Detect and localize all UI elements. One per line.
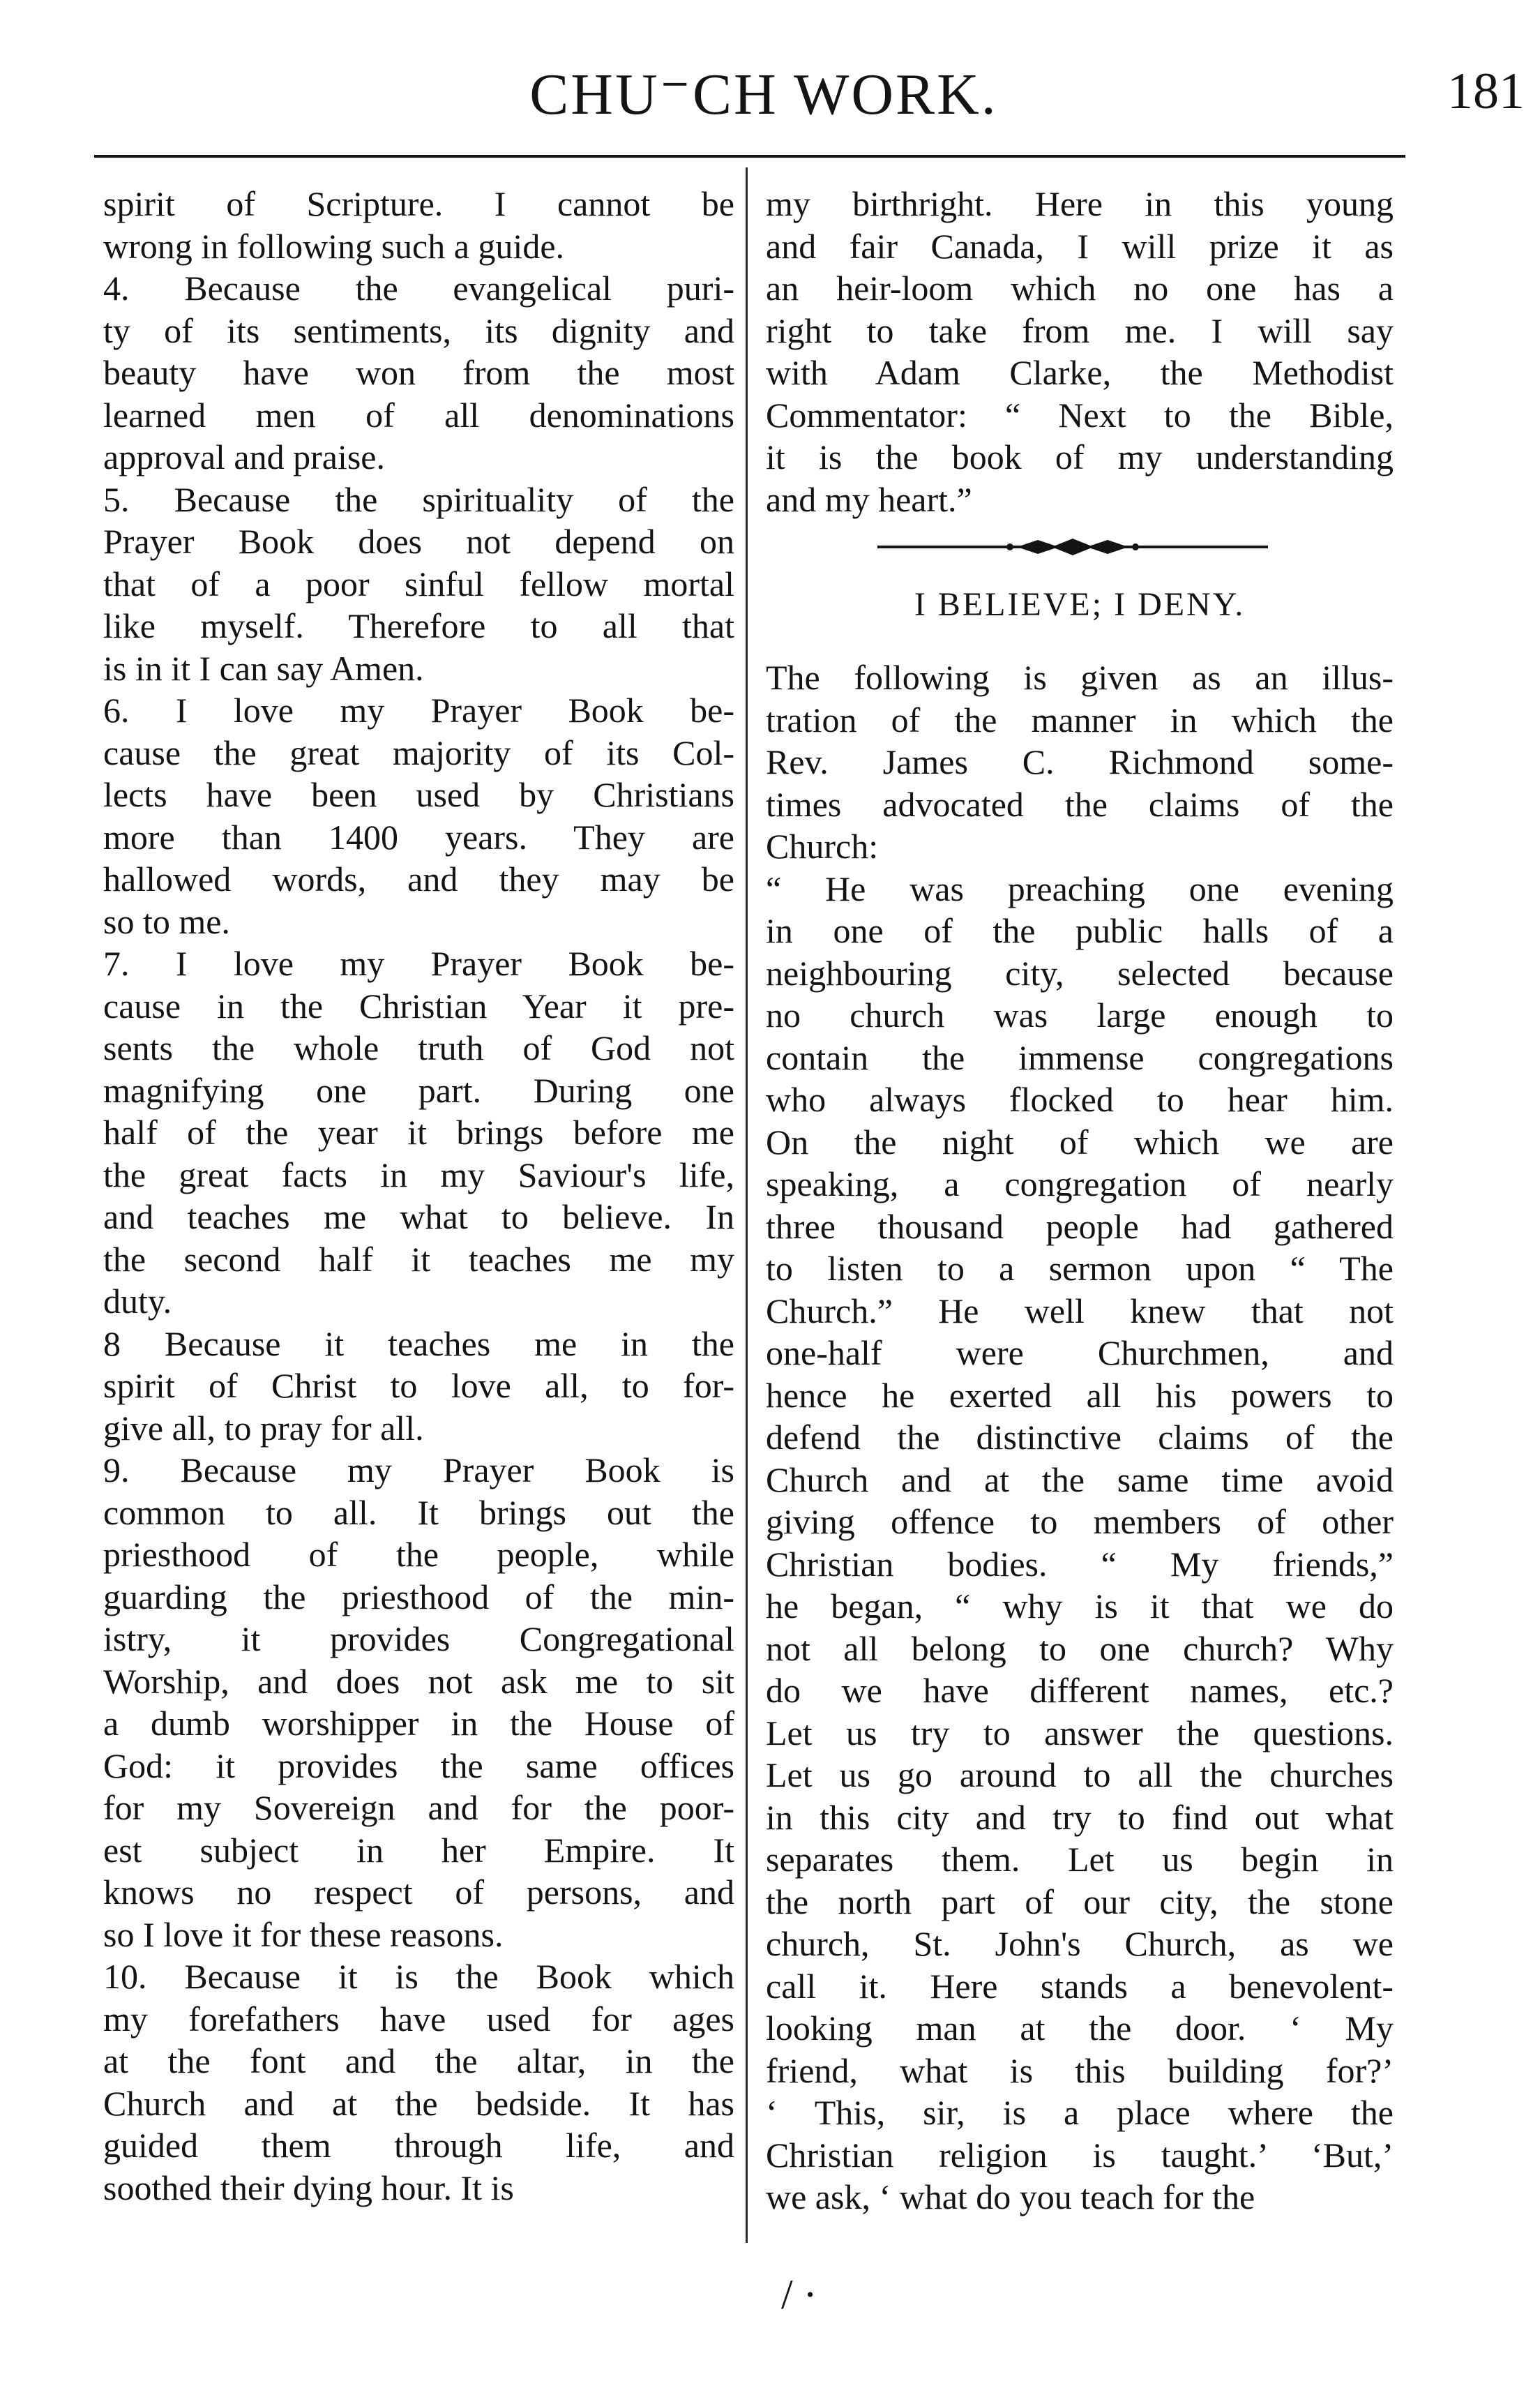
text-line: Christian religion is taught.’ ‘But,’	[766, 2135, 1394, 2175]
text-line: lects have been used by Christians	[103, 775, 734, 814]
text-line: half of the year it brings before me	[103, 1113, 734, 1152]
text-line: and fair Canada, I will prize it as	[766, 226, 1394, 266]
text-line: call it. Here stands a benevolent-	[766, 1966, 1394, 2006]
text-line: in one of the public halls of a	[766, 911, 1394, 950]
right-body-text	[766, 656, 1394, 2218]
text-line: church, St. John's Church, as we	[766, 1924, 1394, 1963]
text-line: 6. I love my Prayer Book be-	[103, 691, 734, 730]
page-header	[0, 59, 1540, 136]
text-line: more than 1400 years. They are	[103, 817, 734, 857]
text-line: in this city and try to find out what	[766, 1797, 1394, 1837]
text-line: so to me.	[103, 901, 230, 941]
text-line: tration of the manner in which the	[766, 700, 1394, 739]
text-line: soothed their dying hour. It is	[103, 2168, 514, 2207]
text-line: Commentator: “ Next to the Bible,	[766, 395, 1394, 435]
column-divider	[746, 167, 748, 2243]
text-line: guided them through life, and	[103, 2126, 734, 2165]
text-line: no church was large enough to	[766, 996, 1394, 1035]
text-line: give all, to pray for all.	[103, 1408, 424, 1448]
text-line: to listen to a sermon upon “ The	[766, 1249, 1394, 1288]
text-line: looking man at the door. ‘ My	[766, 2009, 1394, 2048]
text-line: cause the great majority of its Col-	[103, 733, 734, 772]
text-line: my birthright. Here in this young	[766, 184, 1394, 223]
text-line: Prayer Book does not depend on	[103, 522, 734, 561]
text-line: times advocated the claims of the	[766, 784, 1394, 824]
text-line: spirit of Scripture. I cannot be	[103, 184, 734, 223]
text-line: Let us try to answer the questions.	[766, 1713, 1394, 1752]
text-line: the north part of our city, the stone	[766, 1882, 1394, 1921]
text-line: not all belong to one church? Why	[766, 1628, 1394, 1668]
text-line: and teaches me what to believe. In	[103, 1197, 734, 1236]
running-title: CHU⁻CH WORK.	[529, 62, 998, 127]
text-line: 5. Because the spirituality of the	[103, 479, 734, 519]
text-line: est subject in her Empire. It	[103, 1830, 734, 1870]
right-intro-paragraph	[766, 183, 1394, 520]
text-line: an heir-loom which no one has a	[766, 269, 1394, 308]
text-line: beauty have won from the most	[103, 353, 734, 392]
text-line: approval and praise.	[103, 437, 386, 476]
text-line: separates them. Let us begin in	[766, 1840, 1394, 1879]
text-line: magnifying one part. During one	[103, 1070, 734, 1110]
text-line: God: it provides the same offices	[103, 1745, 734, 1785]
text-line: we ask, ‘ what do you teach for the	[766, 2177, 1255, 2216]
footer-mark: / ·	[781, 2272, 817, 2318]
text-line: 10. Because it is the Book which	[103, 1957, 734, 1996]
text-line: 4. Because the evangelical puri-	[103, 269, 734, 308]
text-line: defend the distinctive claims of the	[766, 1418, 1394, 1457]
text-line: spirit of Christ to love all, to for-	[103, 1366, 734, 1405]
text-line: guarding the priesthood of the min-	[103, 1577, 734, 1616]
text-line: friend, what is this building for?’	[766, 2050, 1394, 2090]
text-line: contain the immense congregations	[766, 1037, 1394, 1077]
text-line: Rev. James C. Richmond some-	[766, 742, 1394, 781]
text-line: so I love it for these reasons.	[103, 1914, 504, 1954]
text-line: duty.	[103, 1282, 172, 1321]
text-line: Church.” He well knew that not	[766, 1291, 1394, 1330]
page-number: 181	[1447, 63, 1525, 120]
text-line: neighbouring city, selected because	[766, 953, 1394, 993]
text-line: hallowed words, and they may be	[103, 859, 734, 899]
text-line: my forefathers have used for ages	[103, 1999, 734, 2039]
section-title: I BELIEVE; I DENY.	[914, 586, 1246, 623]
text-line: for my Sovereign and for the poor-	[103, 1788, 734, 1827]
text-line: learned men of all denominations	[103, 395, 734, 435]
text-line: the second half it teaches me my	[103, 1239, 734, 1279]
text-line: Christian bodies. “ My friends,”	[766, 1544, 1394, 1584]
text-line: priesthood of the people, while	[103, 1535, 734, 1574]
text-line: right to take from me. I will say	[766, 310, 1394, 350]
text-line: giving offence to members of other	[766, 1502, 1394, 1541]
ornament-rule-icon	[877, 533, 1268, 561]
text-line: Church and at the bedside. It has	[103, 2083, 734, 2123]
text-line: at the font and the altar, in the	[103, 2041, 734, 2080]
text-line: three thousand people had gathered	[766, 1206, 1394, 1246]
text-line: On the night of which we are	[766, 1122, 1394, 1162]
text-line: do we have different names, etc.?	[766, 1671, 1394, 1710]
text-line: ‘ This, sir, is a place where the	[766, 2093, 1394, 2132]
text-line: it is the book of my understanding	[766, 437, 1394, 476]
text-line: 8 Because it teaches me in the	[103, 1323, 734, 1363]
text-line: Church:	[766, 827, 879, 866]
text-line: Let us go around to all the churches	[766, 1755, 1394, 1794]
right-column	[766, 183, 1394, 2218]
text-line: that of a poor sinful fellow mortal	[103, 564, 734, 603]
text-line: Church and at the same time avoid	[766, 1459, 1394, 1499]
header-rule	[94, 155, 1405, 158]
text-line: 9. Because my Prayer Book is	[103, 1450, 734, 1489]
text-line: cause in the Christian Year it pre-	[103, 986, 734, 1026]
text-line: with Adam Clarke, the Methodist	[766, 353, 1394, 392]
text-line: like myself. Therefore to all that	[103, 606, 734, 645]
text-line: “ He was preaching one evening	[766, 869, 1394, 908]
text-line: who always flocked to hear him.	[766, 1080, 1394, 1119]
text-line: and my heart.”	[766, 479, 972, 519]
text-line: wrong in following such a guide.	[103, 226, 565, 266]
text-line: is in it I can say Amen.	[103, 648, 424, 688]
text-line: ty of its sentiments, its dignity and	[103, 310, 734, 350]
text-line: common to all. It brings out the	[103, 1492, 734, 1532]
text-line: he began, “ why is it that we do	[766, 1586, 1394, 1626]
left-column	[103, 183, 734, 2209]
text-line: speaking, a congregation of nearly	[766, 1164, 1394, 1203]
text-line: Worship, and does not ask me to sit	[103, 1661, 734, 1701]
text-line: sents the whole truth of God not	[103, 1028, 734, 1067]
text-line: one-half were Churchmen, and	[766, 1333, 1394, 1372]
text-line: istry, it provides Congregational	[103, 1619, 734, 1658]
text-line: The following is given as an illus-	[766, 658, 1394, 697]
text-line: 7. I love my Prayer Book be-	[103, 944, 734, 983]
text-line: the great facts in my Saviour's life,	[103, 1155, 734, 1194]
section-ornament	[766, 520, 1394, 580]
text-line: knows no respect of persons, and	[103, 1872, 734, 1912]
text-line: hence he exerted all his powers to	[766, 1375, 1394, 1415]
text-line: a dumb worshipper in the House of	[103, 1704, 734, 1743]
